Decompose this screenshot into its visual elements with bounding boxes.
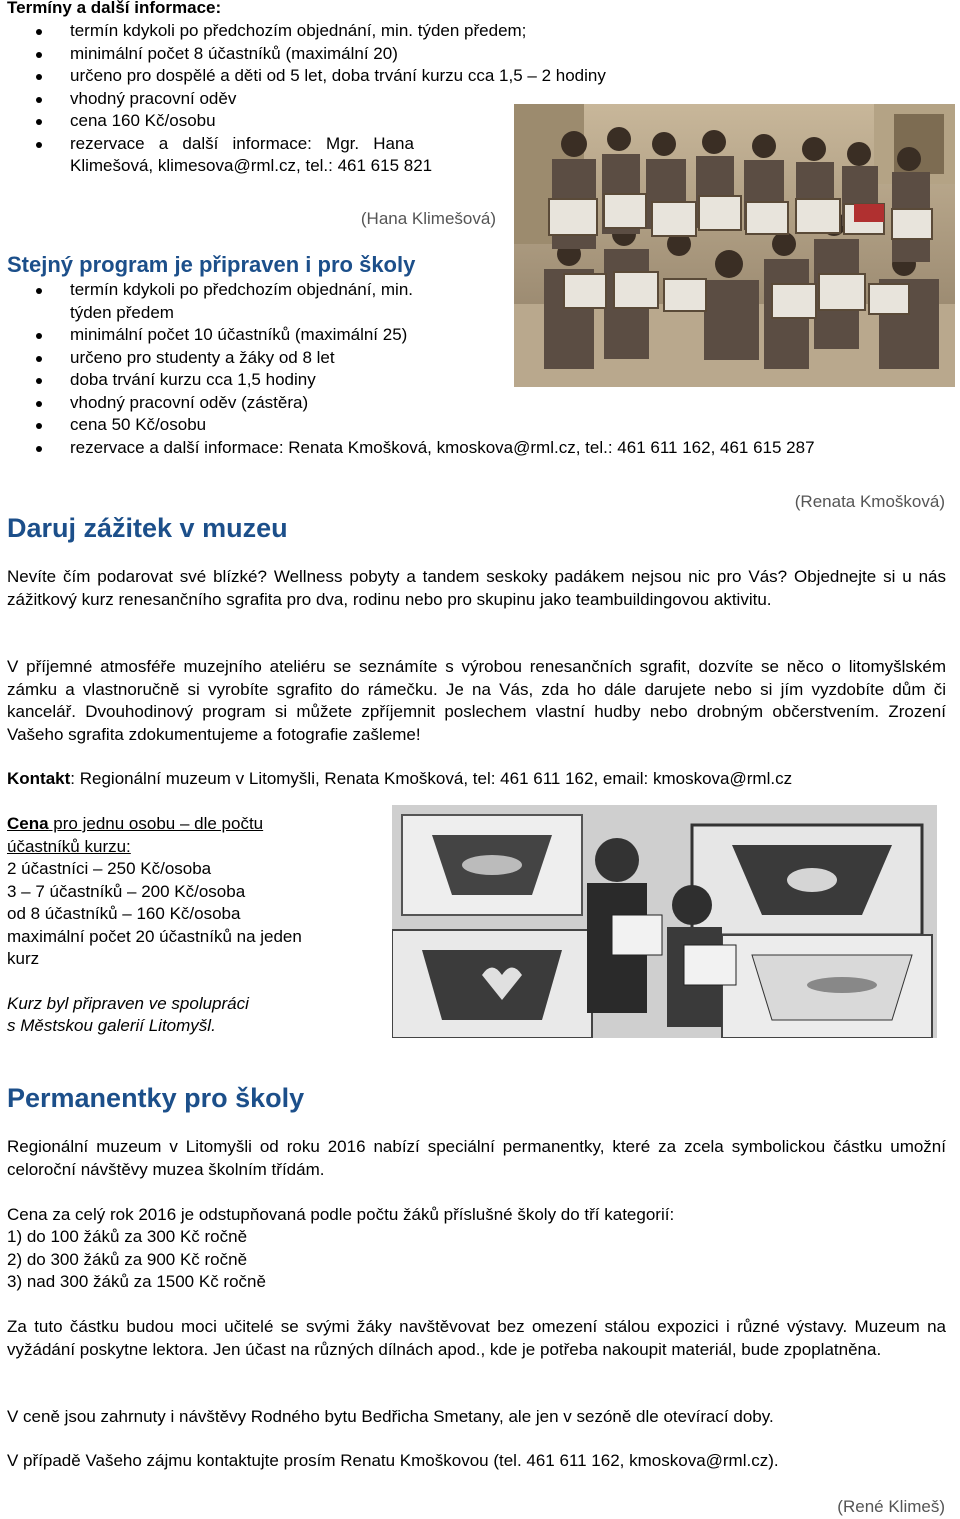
cooperation-line-2: s Městskou galerií Litomyšl. [7, 1016, 216, 1035]
list-item: 2) do 300 žáků za 900 Kč ročně [7, 1249, 248, 1269]
sgraffito-couple-photo [392, 805, 937, 1038]
price-line: 2 účastníci – 250 Kč/osoba [7, 859, 212, 878]
section-heading-schools: Stejný program je připraven i pro školy [7, 252, 416, 277]
price-line: od 8 účastníků – 160 Kč/osoba [7, 904, 241, 923]
list-item: minimální počet 10 účastníků (maximální 25) [0, 324, 940, 347]
cooperation-line-1: Kurz byl připraven ve spolupráci [7, 993, 249, 1013]
reservation-line1: rezervace a další informace: Mgr. Hana [70, 133, 414, 153]
section-heading-gift: Daruj zážitek v muzeu [7, 513, 288, 543]
photo-credit: (Hana Klimešová) [360, 209, 496, 228]
list-item: cena 160 Kč/osobu [0, 110, 520, 133]
list-item: minimální počet 8 účastníků (maximální 20) [0, 43, 520, 66]
contact-label: Kontakt [7, 769, 71, 788]
price-intro [7, 813, 387, 836]
passes-paragraph-3: Za tuto částku budou moci učitelé se svými žáky navštěvovat bez omezení stálou expozici i různé výstavy. Muzeum na vyžádání poskytne lektora. Jen účast na různých dílnách apod., kde je potřeba nakoupit materiál, bude zpoplatněna. [7, 1317, 946, 1359]
section-heading-passes: Permanentky pro školy [7, 1083, 305, 1113]
schools-list [0, 279, 940, 459]
reservation-line2: Klimešová, klimesova@rml.cz, tel.: 461 615 821 [70, 156, 433, 175]
list-item: doba trvání kurzu cca 1,5 hodiny [0, 369, 940, 392]
list-item: vhodný pracovní oděv [0, 88, 520, 111]
price-intro-2: účastníků kurzu: [7, 836, 131, 856]
price-label: Cena [7, 814, 49, 833]
passes-paragraph-1: Regionální muzeum v Litomyšli od roku 2016 nabízí speciální permanentky, které za zcela symbolickou částku umožní celoroční návštěvy muzea školním třídám. [7, 1137, 946, 1179]
list-item: rezervace a další informace: Renata Kmošková, kmoskova@rml.cz, tel.: 461 611 162, 461 615 287 [0, 437, 940, 460]
section-heading-terms: Termíny a další informace: [7, 0, 222, 17]
school-term-line1: termín kdykoli po předchozím objednání, min. [70, 280, 414, 299]
gift-paragraph-1: Nevíte čím podarovat své blízké? Wellness pobyty a tandem seskoky padákem nejsou nic pro Vás? Objednejte si u nás zážitkový kurz renesančního sgrafita pro dva, rodinu nebo pro skupinu jako teambuildingovou aktivitu. [7, 567, 946, 609]
price-intro-1: pro jednu osobu – dle počtu [48, 814, 264, 833]
list-item: určeno pro dospělé a děti od 5 let, doba trvání kurzu cca 1,5 – 2 hodiny [0, 65, 520, 88]
passes-paragraph-4: V ceně jsou zahrnuty i návštěvy Rodného bytu Bedřicha Smetany, ale jen v sezóně dle otevírací doby. [7, 1407, 774, 1426]
price-line: maximální počet 20 účastníků na jeden [7, 926, 302, 946]
terms-list [0, 20, 606, 178]
photo-credit: (Renata Kmošková) [794, 492, 945, 511]
list-item: cena 50 Kč/osobu [0, 414, 940, 437]
passes-paragraph-2: Cena za celý rok 2016 je odstupňovaná podle počtu žáků příslušné školy do tří kategorií: [7, 1205, 675, 1224]
list-item [0, 133, 520, 178]
author-credit: (René Klimeš) [837, 1497, 945, 1516]
passes-paragraph-5: V případě Vašeho zájmu kontaktujte prosím Renatu Kmoškovou (tel. 461 611 162, kmoskova@rml.cz). [7, 1451, 779, 1470]
price-block [7, 813, 387, 1038]
list-item: termín kdykoli po předchozím objednání, min. týden předem; [0, 20, 520, 43]
price-line: 3 – 7 účastníků – 200 Kč/osoba [7, 881, 246, 901]
list-item: 3) nad 300 žáků za 1500 Kč ročně [7, 1272, 266, 1291]
school-term-line2: týden předem [70, 302, 174, 322]
contact-text: : Regionální muzeum v Litomyšli, Renata Kmošková, tel: 461 611 162, email: kmoskova@rml.cz [70, 769, 793, 788]
list-item: určeno pro studenty a žáky od 8 let [0, 347, 940, 370]
categories-list [7, 1226, 266, 1294]
price-line: kurz [7, 949, 40, 968]
list-item: 1) do 100 žáků za 300 Kč ročně [7, 1227, 248, 1246]
list-item: vhodný pracovní oděv (zástěra) [0, 392, 940, 415]
list-item [0, 279, 940, 324]
gift-paragraph-2: V příjemné atmosféře muzejního ateliéru se seznámíte s výrobou renesančních sgrafit, dozvíte se něco o litomyšlském zámku a vlastnoručně si vyrobíte sgrafito do rámečku. Je na Vás, zda ho dále darujete nebo si jím vyzdobíte dům či kancelář. Dvouhodinový program si můžete zpříjemnit poslechem vlastní hudby nebo drobným občerstvením. Zrození Vašeho sgrafita zdokumentujeme a fotografie zašleme! [7, 657, 946, 744]
contact-line [7, 768, 952, 791]
